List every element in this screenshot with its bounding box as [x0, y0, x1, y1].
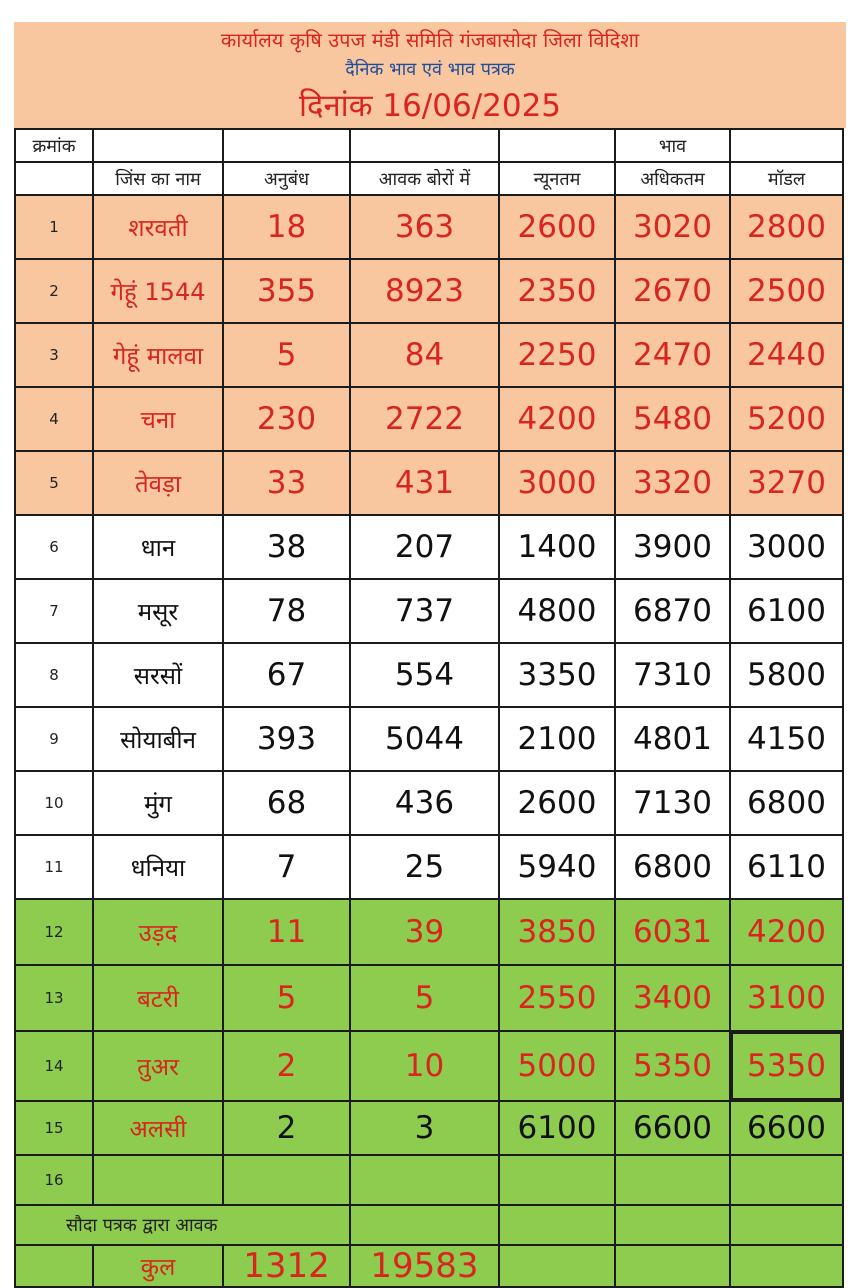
sauda-row	[15, 1205, 843, 1245]
contract-value: 393	[223, 707, 350, 771]
arrival-value: 431	[350, 451, 499, 515]
min-price: 5940	[499, 835, 615, 899]
header-row-1	[15, 129, 843, 162]
table-row	[15, 451, 843, 515]
max-price: 6031	[615, 899, 730, 965]
table-row	[15, 259, 843, 323]
price-group-header: भाव	[615, 129, 730, 162]
max-price: 6870	[615, 579, 730, 643]
max-price: 3900	[615, 515, 730, 579]
serial-cell: 16	[15, 1155, 93, 1205]
contract-value: 7	[223, 835, 350, 899]
arrival-value: 39	[350, 899, 499, 965]
max-price: 5350	[615, 1031, 730, 1101]
commodity-name: मसूर	[93, 579, 223, 643]
arrival-header: आवक बोरों में	[350, 162, 499, 195]
table-row	[15, 387, 843, 451]
total-arrival: 19583	[350, 1245, 499, 1287]
commodity-name: मुंग	[93, 771, 223, 835]
modal-price: 3270	[730, 451, 843, 515]
arrival-value: 84	[350, 323, 499, 387]
sheet-subtitle: दैनिक भाव एवं भाव पत्रक	[345, 59, 515, 80]
serial-cell: 11	[15, 835, 93, 899]
total-contract: 1312	[223, 1245, 350, 1287]
total-label: कुल	[93, 1245, 223, 1287]
serial-cell: 12	[15, 899, 93, 965]
commodity-name: चना	[93, 387, 223, 451]
min-price: 4800	[499, 579, 615, 643]
modal-price: 4150	[730, 707, 843, 771]
arrival-value: 554	[350, 643, 499, 707]
commodity-name: तुअर	[93, 1031, 223, 1101]
modal-price: 4200	[730, 899, 843, 965]
contract-value: 33	[223, 451, 350, 515]
table-row	[15, 707, 843, 771]
serial-cell: 7	[15, 579, 93, 643]
max-price: 3020	[615, 195, 730, 259]
arrival-value: 8923	[350, 259, 499, 323]
table-row	[15, 643, 843, 707]
min-price: 6100	[499, 1101, 615, 1155]
total-row	[15, 1245, 843, 1287]
serial-cell: 8	[15, 643, 93, 707]
modal-price: 2500	[730, 259, 843, 323]
max-price: 6600	[615, 1101, 730, 1155]
contract-value: 67	[223, 643, 350, 707]
commodity-name: शरवती	[93, 195, 223, 259]
modal-price: 2440	[730, 323, 843, 387]
table-row	[15, 195, 843, 259]
max-price: 5480	[615, 387, 730, 451]
contract-value: 78	[223, 579, 350, 643]
modal-price: 6110	[730, 835, 843, 899]
arrival-value: 2722	[350, 387, 499, 451]
min-price: 3850	[499, 899, 615, 965]
serial-cell: 13	[15, 965, 93, 1031]
arrival-value: 363	[350, 195, 499, 259]
commodity-name: सरसों	[93, 643, 223, 707]
price-sheet	[14, 22, 846, 1288]
arrival-value: 737	[350, 579, 499, 643]
min-price: 2100	[499, 707, 615, 771]
arrival-value: 5	[350, 965, 499, 1031]
modal-header: मॉडल	[730, 162, 843, 195]
table-row	[15, 965, 843, 1031]
office-title: कार्यालय कृषि उपज मंडी समिति गंजबासोदा जिला विदिशा	[220, 28, 640, 52]
commodity-name: गेहूं मालवा	[93, 323, 223, 387]
table-row	[15, 323, 843, 387]
serial-cell: 2	[15, 259, 93, 323]
serial-cell: 10	[15, 771, 93, 835]
serial-cell: 1	[15, 195, 93, 259]
max-price: 3320	[615, 451, 730, 515]
min-price: 2600	[499, 771, 615, 835]
serial-cell: 3	[15, 323, 93, 387]
min-price: 2550	[499, 965, 615, 1031]
commodity-name: धान	[93, 515, 223, 579]
contract-header: अनुबंध	[223, 162, 350, 195]
max-price: 6800	[615, 835, 730, 899]
min-header: न्यूनतम	[499, 162, 615, 195]
contract-value: 18	[223, 195, 350, 259]
commodity-name: उड़द	[93, 899, 223, 965]
max-price: 4801	[615, 707, 730, 771]
arrival-value: 436	[350, 771, 499, 835]
max-price: 2470	[615, 323, 730, 387]
table-row	[15, 1101, 843, 1155]
commodity-name: गेहूं 1544	[93, 259, 223, 323]
table-row	[15, 515, 843, 579]
serial-cell: 5	[15, 451, 93, 515]
contract-value: 5	[223, 323, 350, 387]
serial-cell: 15	[15, 1101, 93, 1155]
serial-header: क्रमांक	[15, 129, 93, 162]
commodity-name: बटरी	[93, 965, 223, 1031]
modal-price: 6100	[730, 579, 843, 643]
max-price: 7130	[615, 771, 730, 835]
name-header: जिंस का नाम	[93, 162, 223, 195]
table-row	[15, 899, 843, 965]
max-price: 2670	[615, 259, 730, 323]
arrival-value: 10	[350, 1031, 499, 1101]
serial-cell: 6	[15, 515, 93, 579]
modal-price: 6600	[730, 1101, 843, 1155]
contract-value: 5	[223, 965, 350, 1031]
blank-row	[15, 1155, 843, 1205]
sheet-date: दिनांक 16/06/2025	[298, 88, 562, 124]
modal-price: 5350	[730, 1031, 843, 1101]
max-header: अधिकतम	[615, 162, 730, 195]
table-row	[15, 1031, 843, 1101]
max-price: 7310	[615, 643, 730, 707]
min-price: 2350	[499, 259, 615, 323]
contract-value: 68	[223, 771, 350, 835]
arrival-value: 25	[350, 835, 499, 899]
commodity-name: सोयाबीन	[93, 707, 223, 771]
min-price: 4200	[499, 387, 615, 451]
commodity-name: तेवड़ा	[93, 451, 223, 515]
min-price: 5000	[499, 1031, 615, 1101]
min-price: 3350	[499, 643, 615, 707]
table-row	[15, 835, 843, 899]
modal-price: 5800	[730, 643, 843, 707]
table-row	[15, 579, 843, 643]
modal-price: 5200	[730, 387, 843, 451]
contract-value: 355	[223, 259, 350, 323]
modal-price: 3000	[730, 515, 843, 579]
arrival-value: 5044	[350, 707, 499, 771]
min-price: 3000	[499, 451, 615, 515]
arrival-value: 207	[350, 515, 499, 579]
commodity-name: धनिया	[93, 835, 223, 899]
contract-value: 2	[223, 1101, 350, 1155]
min-price: 1400	[499, 515, 615, 579]
max-price: 3400	[615, 965, 730, 1031]
min-price: 2250	[499, 323, 615, 387]
price-table	[14, 128, 844, 1288]
header-row-2	[15, 162, 843, 195]
modal-price: 6800	[730, 771, 843, 835]
contract-value: 11	[223, 899, 350, 965]
sauda-label: सौदा पत्रक द्वारा आवक	[15, 1205, 350, 1245]
contract-value: 38	[223, 515, 350, 579]
arrival-value: 3	[350, 1101, 499, 1155]
sheet-header	[14, 22, 846, 128]
serial-cell: 4	[15, 387, 93, 451]
serial-cell: 14	[15, 1031, 93, 1101]
modal-price: 3100	[730, 965, 843, 1031]
contract-value: 230	[223, 387, 350, 451]
contract-value: 2	[223, 1031, 350, 1101]
table-row	[15, 771, 843, 835]
min-price: 2600	[499, 195, 615, 259]
serial-cell: 9	[15, 707, 93, 771]
commodity-name: अलसी	[93, 1101, 223, 1155]
modal-price: 2800	[730, 195, 843, 259]
